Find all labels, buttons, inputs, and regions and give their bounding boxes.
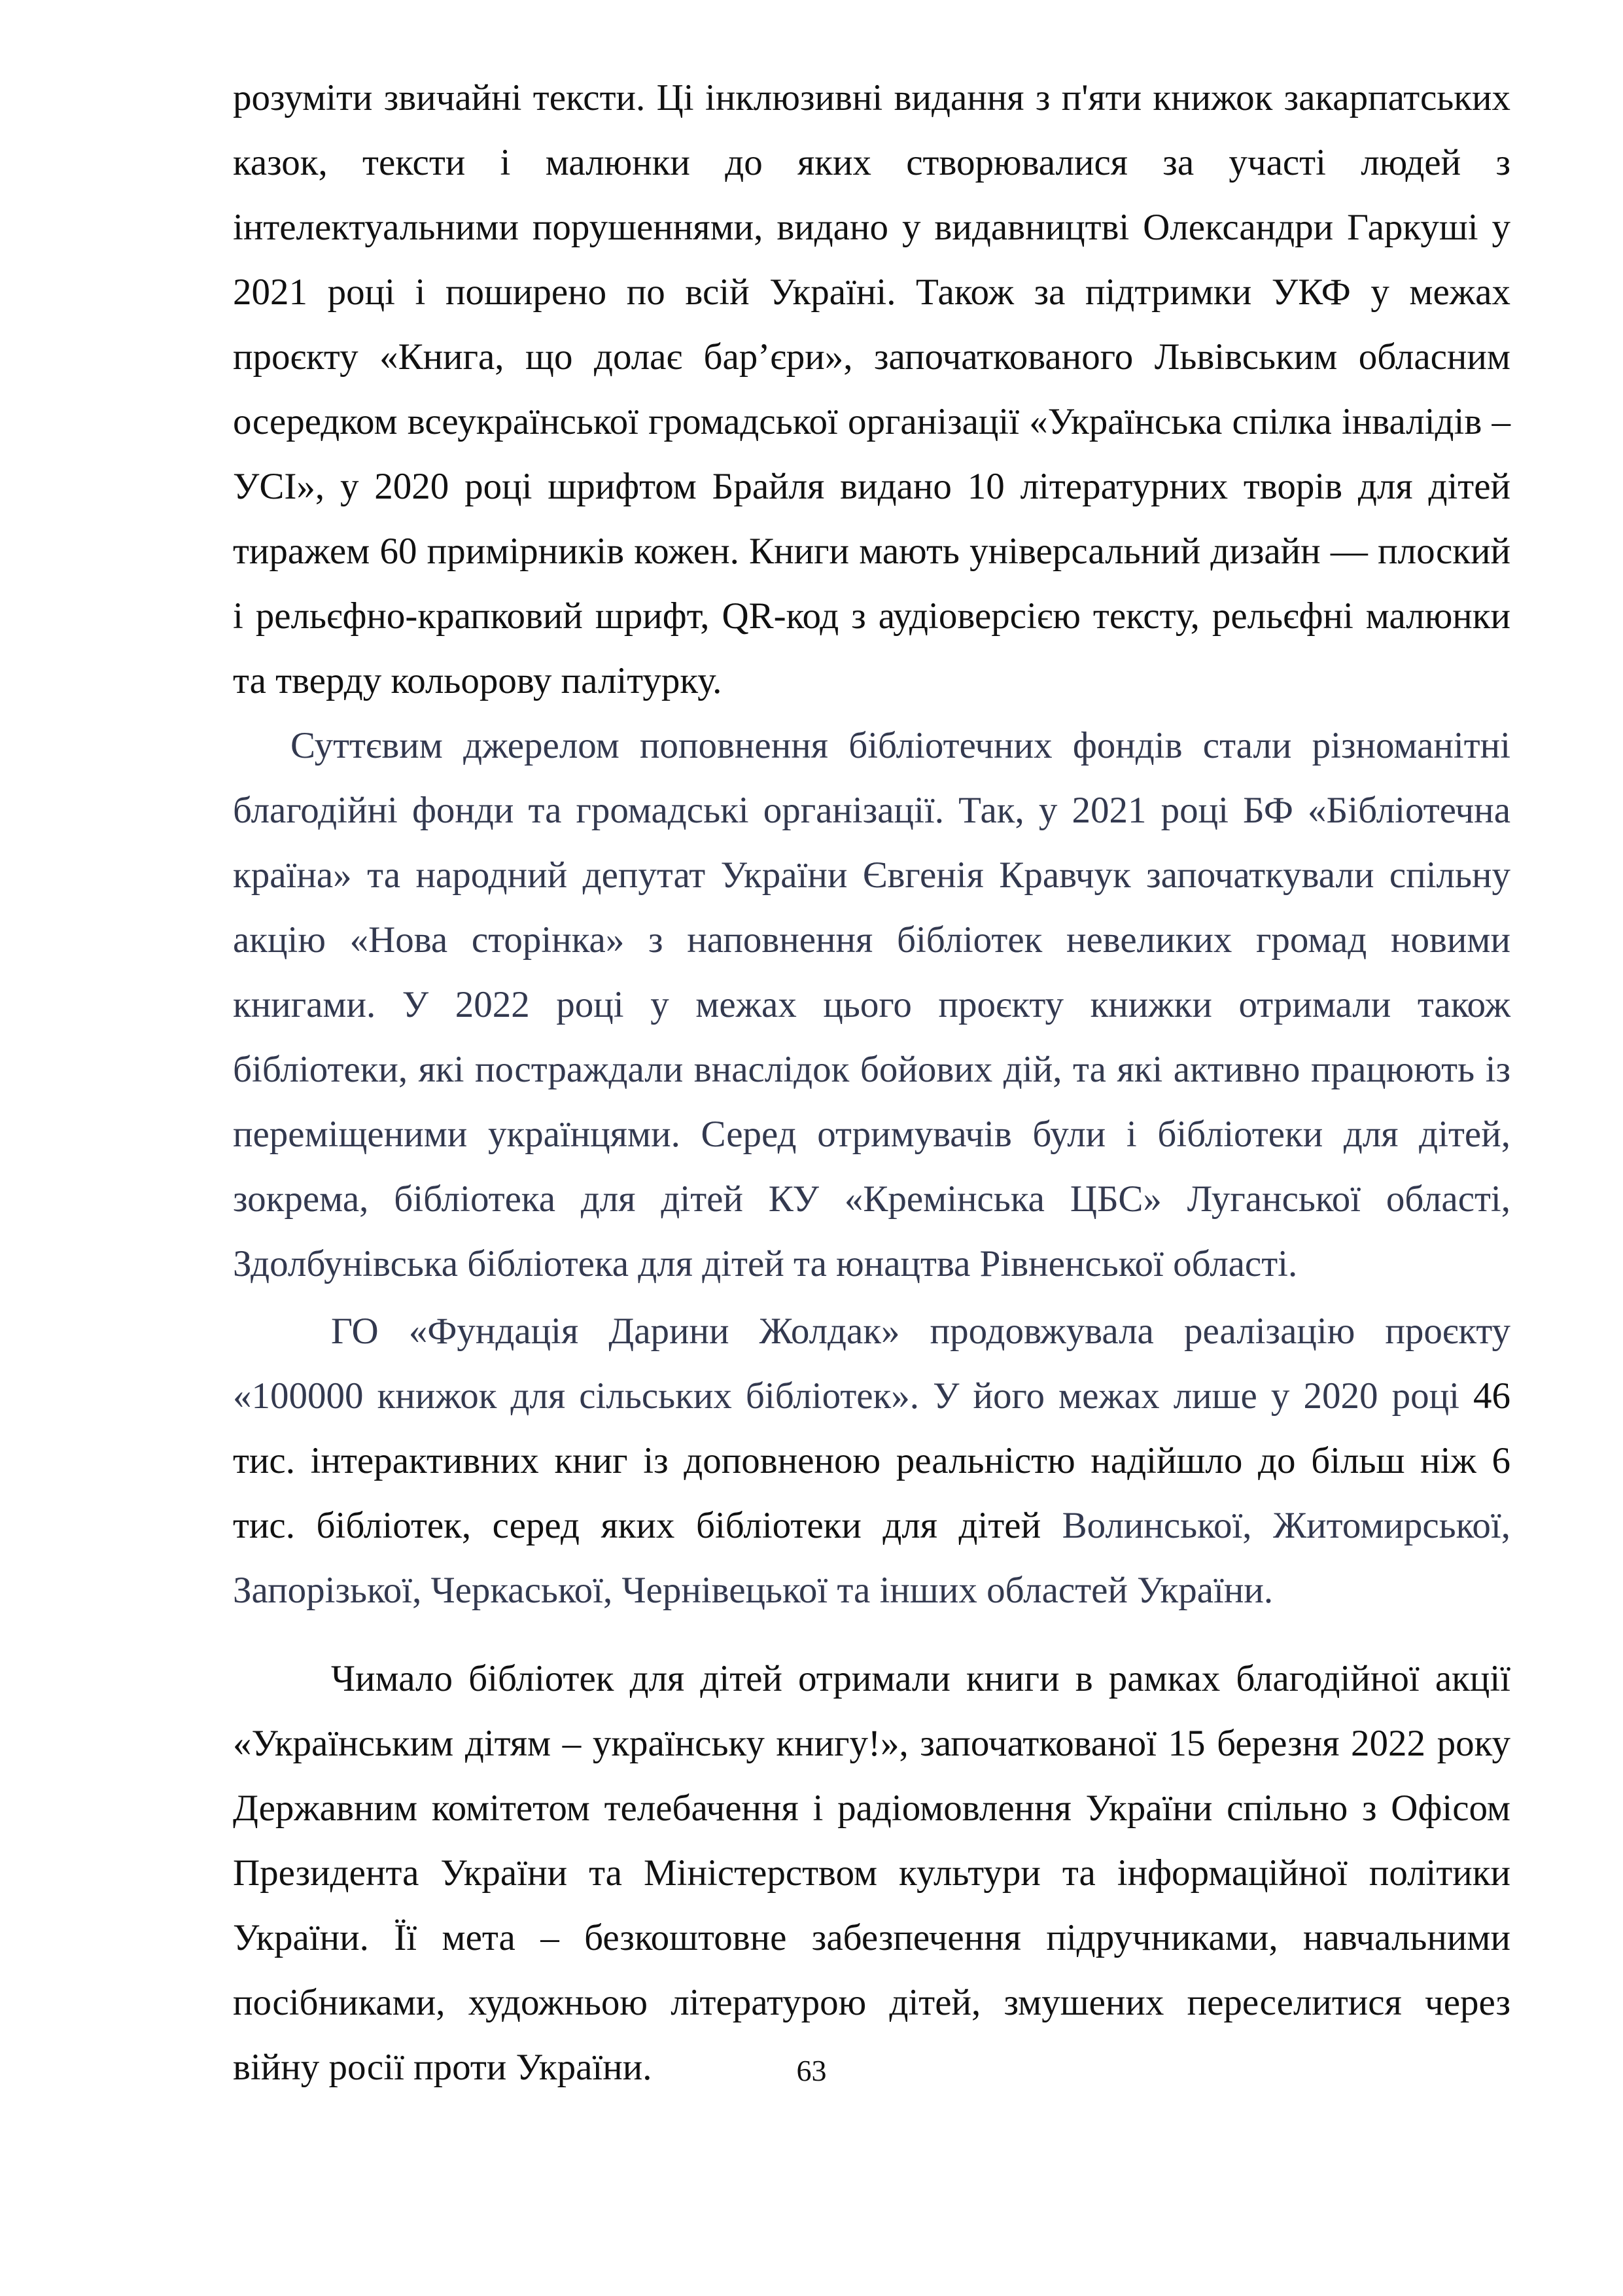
paragraph-zholdak-foundation: [233, 1299, 1510, 1623]
document-body: [233, 65, 1510, 2100]
paragraph-zholdak-part-3: Волинської, Житомирської, Запорізької, Черкаської, Чернівецької та інших областей України.: [233, 1505, 1510, 1611]
paragraph-inclusive-editions: розуміти звичайні тексти. Ці інклюзивні видання з п'яти книжок закарпатських казок, тексти і малюнки до яких створювалися за участі людей з інтелектуальними порушеннями, видано у видавництві Олександри Гаркуші у 2021 році і поширено по всій Україні. Також за підтримки УКФ у межах проєкту «Книга, що долає бар’єри», започаткованого Львівським обласним осередком всеукраїнської громадської організації «Українська спілка інвалідів – УСІ», у 2020 році шрифтом Брайля видано 10 літературних творів для дітей тиражем 60 примірників кожен. Книги мають універсальний дизайн — плоский і рельєфно-крапковий шрифт, QR-код з аудіоверсією тексту, рельєфні малюнки та тверду кольорову палітурку.: [233, 77, 1510, 701]
paragraph-ukrainian-book-campaign: Чимало бібліотек для дітей отримали книги в рамках благодійної акції «Українським дітям – українську книгу!», започаткованої 15 березня 2022 року Державним комітетом телебачення і радіомовлення України спільно з Офісом Президента України та Міністерством культури та інформаційної політики України. Її мета – безкоштовне забезпечення підручниками, навчальними посібниками, художньою літературою дітей, змушених переселитися через війну росії проти України.: [233, 1658, 1510, 2088]
paragraph-charity-funds: Суттєвим джерелом поповнення бібліотечних фондів стали різноманітні благодійні фонди та громадські організації. Так, у 2021 році БФ «Бібліотечна країна» та народний депутат України Євгенія Кравчук започаткували спільну акцію «Нова сторінка» з наповнення бібліотек невеликих громад новими книгами. У 2022 році у межах цього проєкту книжки отримали також бібліотеки, які постраждали внаслідок бойових дій, та які активно працюють із переміщеними українцями. Серед отримувачів були і бібліотеки для дітей, зокрема, бібліотека для дітей КУ «Кремінська ЦБС» Луганської області, Здолбунівська бібліотека для дітей та юнацтва Рівненської області.: [233, 725, 1510, 1284]
page-number: 63: [796, 2054, 827, 2087]
paragraph-zholdak-part-2: 46 тис. інтерактивних книг із доповненою реальністю надійшло до більш ніж 6 тис. бібліотек, серед яких бібліотеки для дітей: [233, 1375, 1510, 1546]
paragraph-zholdak-part-1: ГО «Фундація Дарини Жолдак» продовжувала реалізацію проєкту «100000 книжок для сільських бібліотек». У його межах лише у 2020 році: [233, 1311, 1510, 1417]
